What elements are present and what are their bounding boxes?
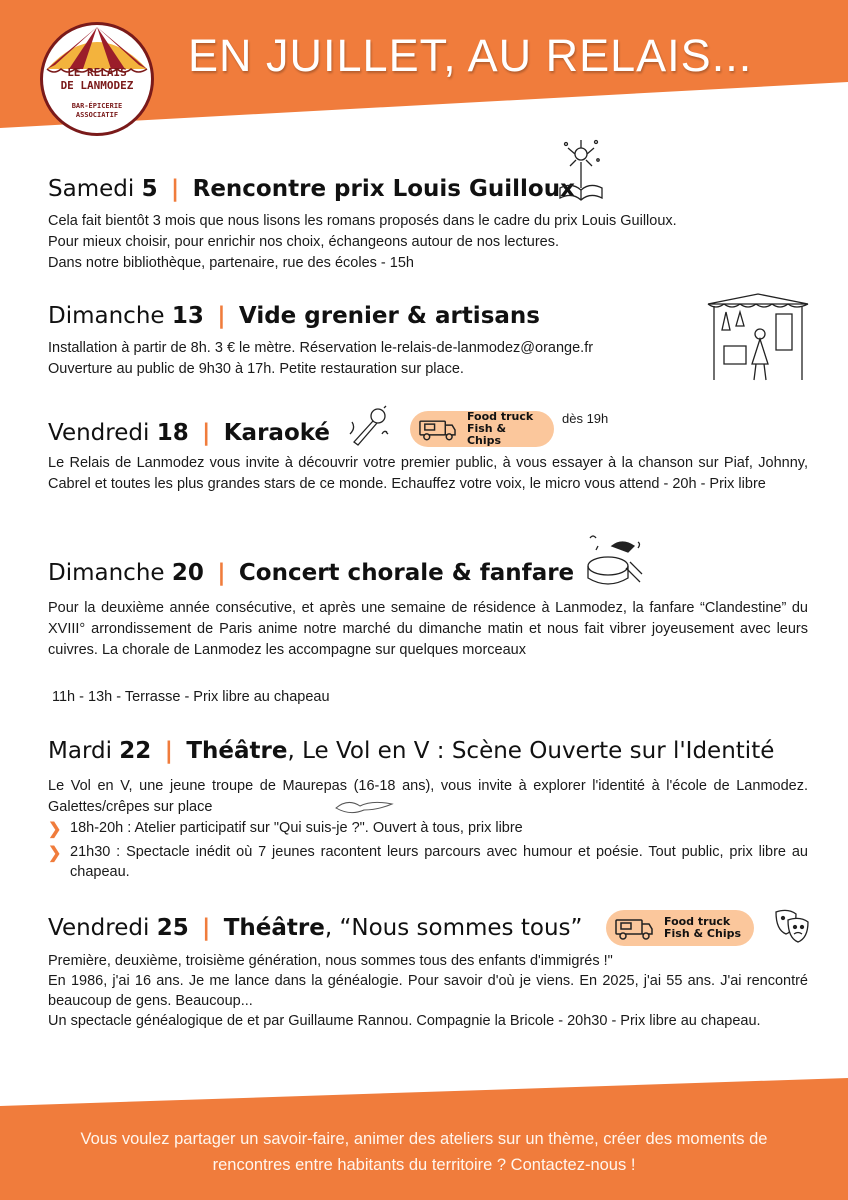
- event-title: Concert chorale & fanfare: [238, 560, 575, 586]
- event-day: Vendredi: [48, 420, 150, 446]
- event-heading: [48, 915, 582, 941]
- event-day: Vendredi: [48, 915, 150, 941]
- event-date: 22: [119, 738, 152, 764]
- description-line: Dans notre bibliothèque, partenaire, rue des écoles - 15h: [48, 255, 414, 271]
- event-date: 13: [171, 303, 204, 329]
- event-separator: |: [217, 560, 226, 586]
- event-date: 5: [141, 176, 158, 202]
- event-description: [48, 211, 808, 274]
- bird-icon: [334, 796, 394, 818]
- logo-name: LE RELAIS DE LANMODEZ: [60, 66, 134, 92]
- event-description: Le Vol en V, une jeune troupe de Maurepas (16-18 ans), vous invite à explorer l'identité à l'école de Lanmodez. Galettes/crêpes sur place: [48, 778, 808, 815]
- event-heading: [48, 738, 774, 764]
- event-description: Pour la deuxième année consécutive, et après une semaine de résidence à Lanmodez, la fanfare “Clandestine” du XVIII° arrondissement de Paris anime notre marché du dimanche matin et nous fait vibrer joyeusement avec leurs cuivres. La chorale de Lanmodez les accompagne sur quelques morceaux: [48, 600, 808, 658]
- event-description: [48, 951, 808, 1031]
- list-item-text: 18h-20h : Atelier participatif sur "Qui suis-je ?". Ouvert à tous, prix libre: [70, 820, 523, 836]
- list-item: [48, 818, 808, 838]
- event-description: [48, 338, 808, 380]
- theatre-masks-icon: [770, 906, 814, 946]
- event-title: Théâtre: [186, 738, 288, 764]
- event-title: Vide grenier & artisans: [238, 303, 540, 329]
- event-subtitle: , Le Vol en V : Scène Ouverte sur l'Identité: [287, 738, 775, 764]
- event-date: 25: [156, 915, 189, 941]
- logo-subtitle: BAR-ÉPICERIE ASSOCIATIF: [71, 102, 123, 119]
- event-separator: |: [202, 915, 211, 941]
- start-time-note: dès 19h: [562, 411, 609, 426]
- event-heading: [48, 303, 540, 329]
- event-heading: [48, 560, 574, 586]
- chevron-right-icon: ❯: [48, 821, 62, 838]
- event-separator: |: [164, 738, 174, 764]
- chevron-right-icon: ❯: [48, 845, 62, 862]
- description-line: Ouverture au public de 9h30 à 17h. Petite restauration sur place.: [48, 361, 464, 377]
- event-separator: |: [202, 420, 211, 446]
- event-title: Théâtre: [223, 915, 325, 941]
- event-date: 20: [171, 560, 204, 586]
- event-date: 18: [156, 420, 189, 446]
- food-truck-icon: [614, 916, 654, 940]
- description-line: Un spectacle généalogique de et par Guillaume Rannou. Compagnie la Bricole - 20h30 - Prix libre au chapeau.: [48, 1013, 761, 1029]
- event-separator: |: [217, 303, 226, 329]
- event-separator: |: [170, 176, 180, 202]
- description-line: Pour mieux choisir, pour enrichir nos choix, échangeons autour de nos lectures.: [48, 234, 560, 250]
- book-flower-icon: [556, 132, 606, 204]
- event-description: Le Relais de Lanmodez vous invite à découvrir votre premier public, à vous essayer à la chanson sur Piaf, Johnny, Cabrel et toutes les plus grandes stars de ce monde. Echauffez votre voix, le micro vous attend - 20h - Prix libre: [48, 455, 808, 492]
- event-day: Mardi: [48, 738, 112, 764]
- description-line: Première, deuxième, troisième génération, nous sommes tous des enfants d'immigrés !": [48, 953, 613, 969]
- list-item-text: 21h30 : Spectacle inédit où 7 jeunes racontent leurs parcours avec humour et poésie. Tout public, prix libre au chapeau.: [70, 844, 808, 880]
- event-schedule: 11h - 13h - Terrasse - Prix libre au chapeau: [52, 689, 330, 705]
- event-title: Rencontre prix Louis Guilloux: [192, 176, 575, 202]
- event-subtitle: , “Nous sommes tous”: [324, 915, 583, 941]
- drum-icon: [582, 532, 644, 588]
- footer-call-to-action: Vous voulez partager un savoir-faire, animer des ateliers sur un thème, créer des moments de rencontres entre habitants du territoire ? Contactez-nous !: [80, 1130, 768, 1174]
- badge-text: Food truck Fish & Chips: [664, 915, 742, 940]
- event-day: Samedi: [48, 176, 135, 202]
- food-truck-icon: [418, 417, 457, 441]
- page-title: EN JUILLET, AU RELAIS...: [188, 30, 753, 81]
- description-line: Installation à partir de 8h. 3 € le mètre. Réservation le-relais-de-lanmodez@orange.fr: [48, 340, 594, 356]
- logo: [40, 22, 154, 136]
- event-title: Karaoké: [223, 420, 331, 446]
- event-heading: [48, 176, 575, 202]
- badge-text: Food truck Fish & Chips: [466, 410, 534, 447]
- event-day: Dimanche: [48, 303, 165, 329]
- event-heading: [48, 420, 330, 446]
- event-day: Dimanche: [48, 560, 165, 586]
- description-line: En 1986, j'ai 16 ans. Je me lance dans la généalogie. Pour savoir d'où je viens. En 2025, j'ai 55 ans. J'ai rencontré beaucoup de gens. Beaucoup...: [48, 973, 808, 1009]
- microphone-icon: [346, 404, 392, 448]
- food-truck-badge: [606, 910, 754, 946]
- description-line: Cela fait bientôt 3 mois que nous lisons les romans proposés dans le cadre du prix Louis Guilloux.: [48, 213, 677, 229]
- food-truck-badge: [410, 411, 554, 447]
- list-item: [48, 842, 808, 882]
